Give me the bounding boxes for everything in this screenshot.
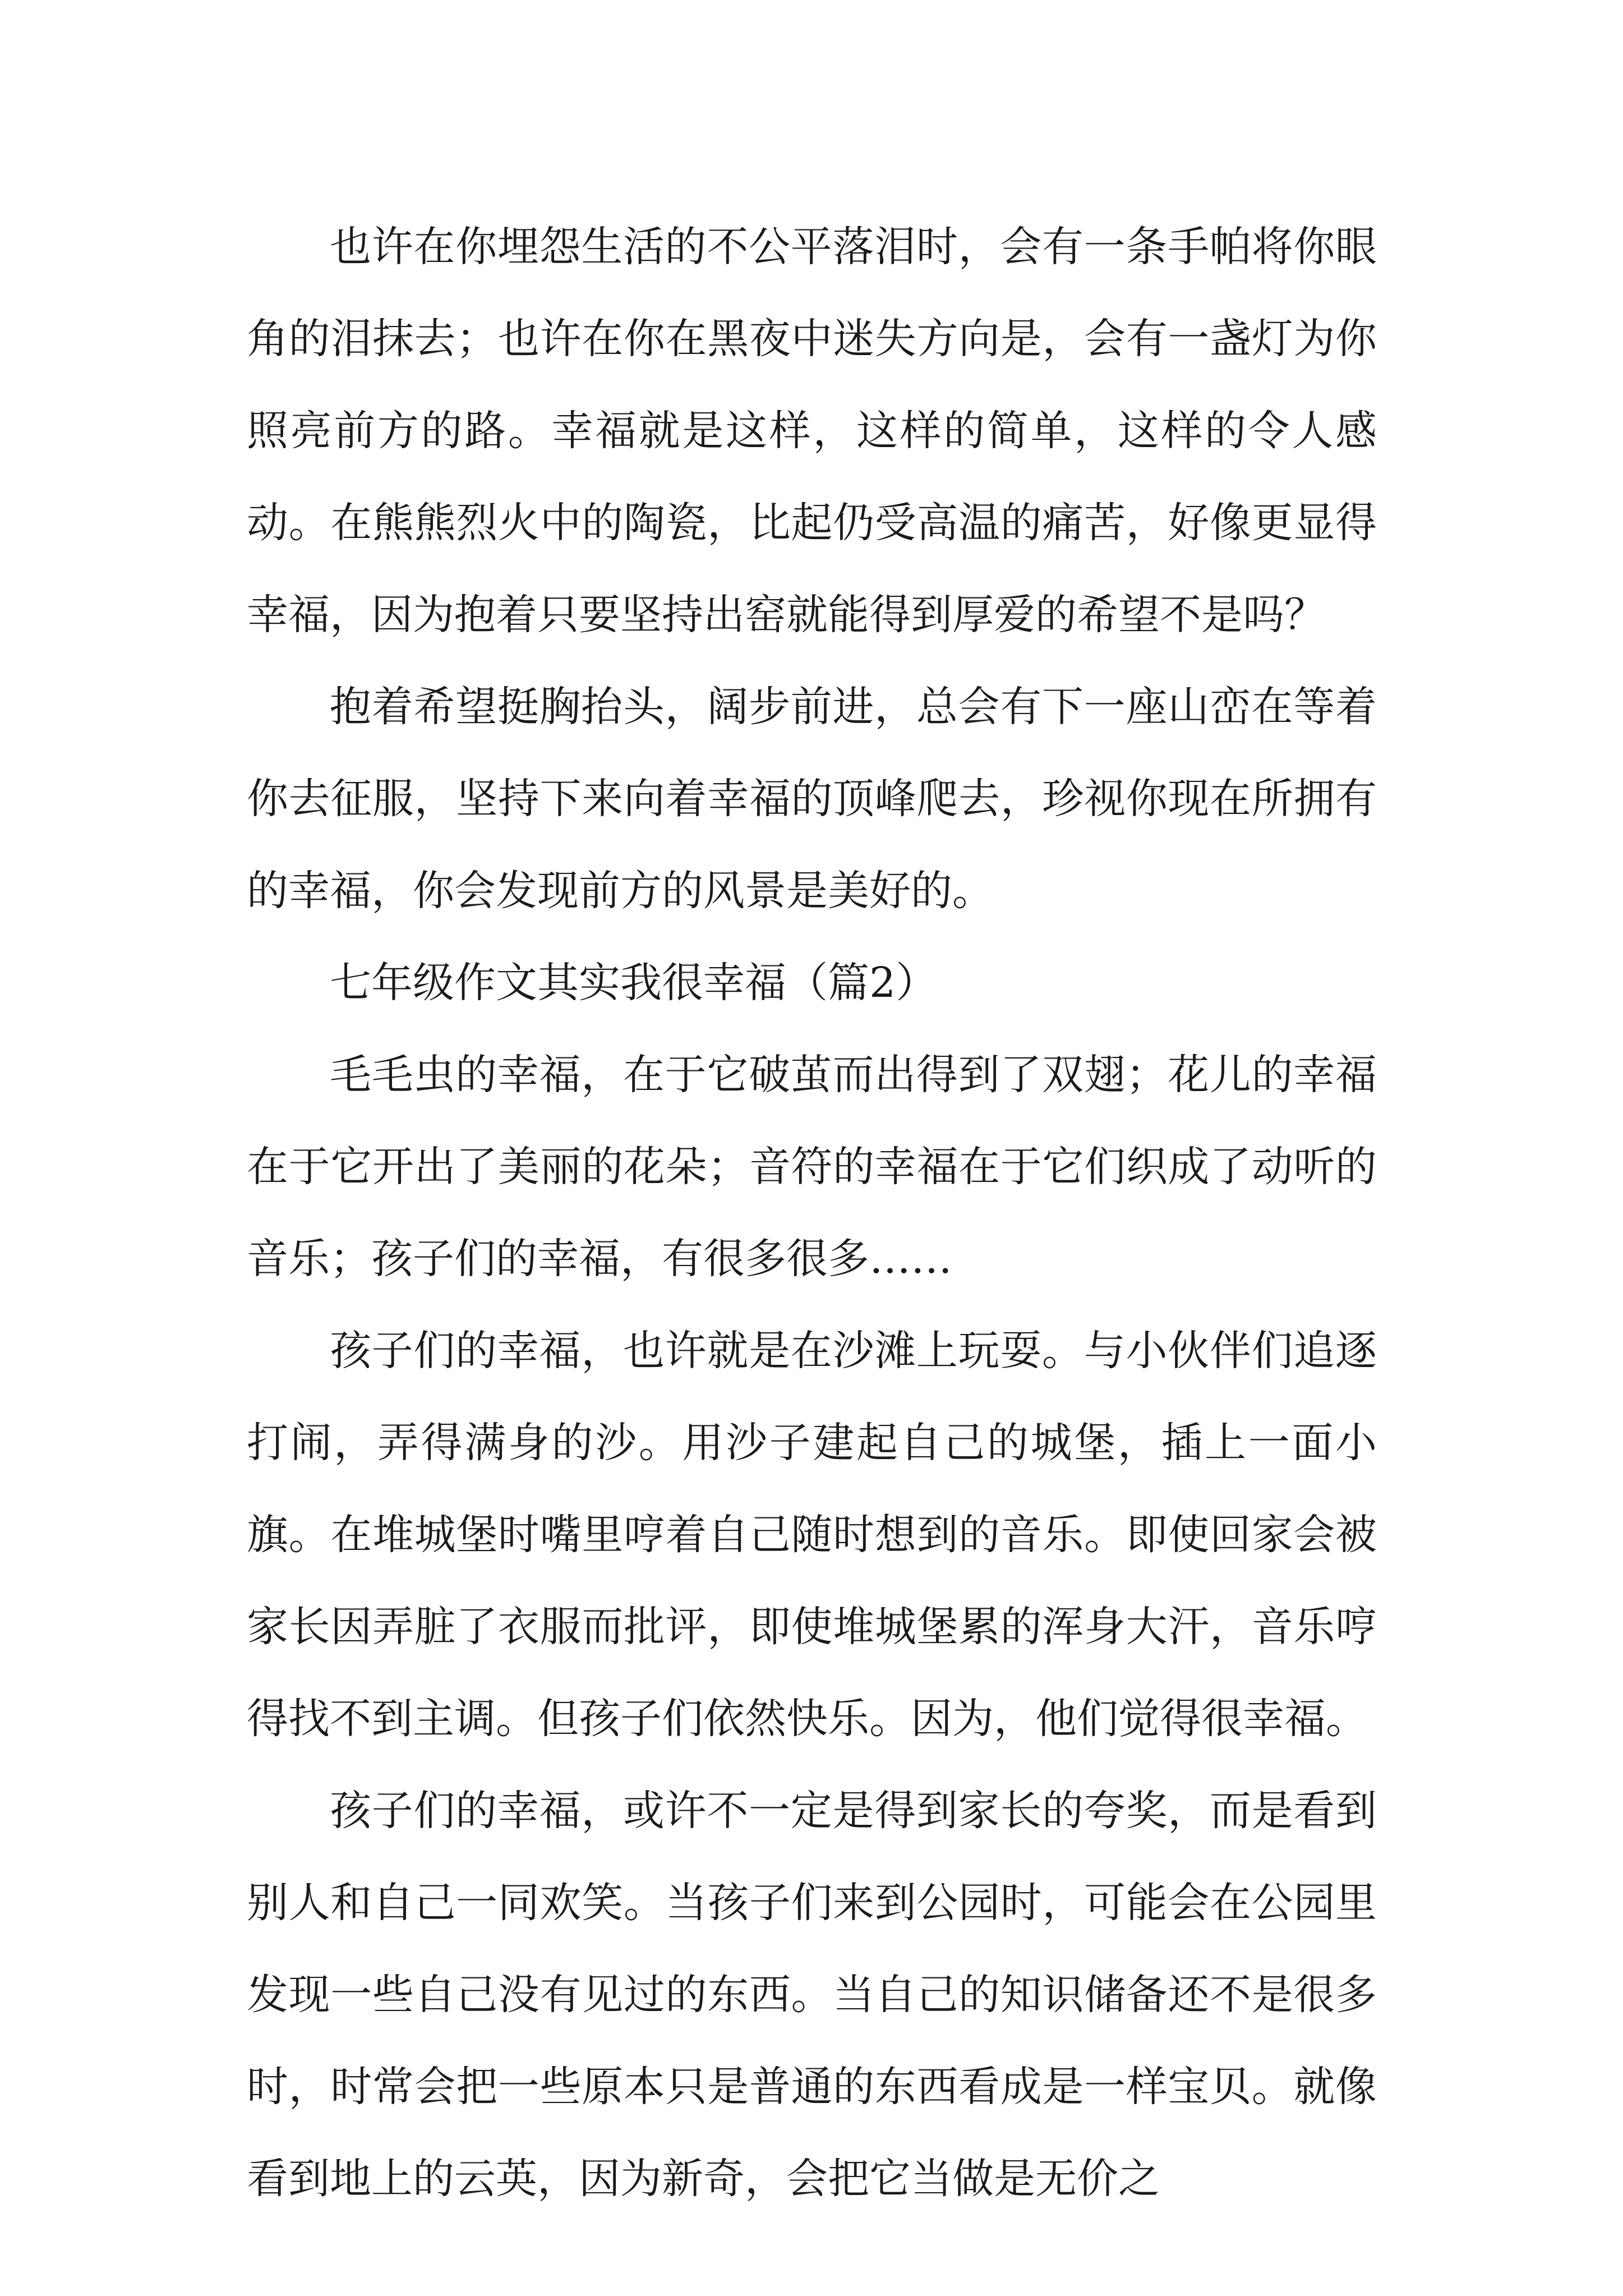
paragraph-3: 毛毛虫的幸福，在于它破茧而出得到了双翅；花儿的幸福在于它开出了美丽的花朵；音符的幸福在于它们织成了动听的音乐；孩子们的幸福，有很多很多……: [247, 1051, 1377, 1283]
paragraph-2: 抱着希望挺胸抬头，阔步前进，总会有下一座山峦在等着你去征服，坚持下来向着幸福的顶峰爬去，珍视你现在所拥有的幸福，你会发现前方的风景是美好的。: [247, 683, 1377, 915]
document-body: [247, 201, 1377, 2225]
paragraph-5: 孩子们的幸福，或许不一定是得到家长的夸奖，而是看到别人和自己一同欢笑。当孩子们来到公园时，可能会在公园里发现一些自己没有见过的东西。当自己的知识储备还不是很多时，时常会把一些原本只是普通的东西看成是一样宝贝。就像看到地上的云英，因为新奇，会把它当做是无价之: [247, 1787, 1377, 2203]
paragraph-1: 也许在你埋怨生活的不公平落泪时，会有一条手帕将你眼角的泪抹去；也许在你在黑夜中迷失方向是，会有一盏灯为你照亮前方的路。幸福就是这样，这样的简单，这样的令人感动。在熊熊烈火中的陶瓷，比起仍受高温的痛苦，好像更显得幸福，因为抱着只要坚持出窑就能得到厚爱的希望不是吗？: [247, 223, 1377, 639]
section-heading: 七年级作文其实我很幸福（篇2）: [330, 959, 938, 1007]
paragraph-4: 孩子们的幸福，也许就是在沙滩上玩耍。与小伙伴们追逐打闹，弄得满身的沙。用沙子建起自己的城堡，插上一面小旗。在堆城堡时嘴里哼着自己随时想到的音乐。即使回家会被家长因弄脏了衣服而批评，即使堆城堡累的浑身大汗，音乐哼得找不到主调。但孩子们依然快乐。因为，他们觉得很幸福。: [247, 1327, 1377, 1743]
